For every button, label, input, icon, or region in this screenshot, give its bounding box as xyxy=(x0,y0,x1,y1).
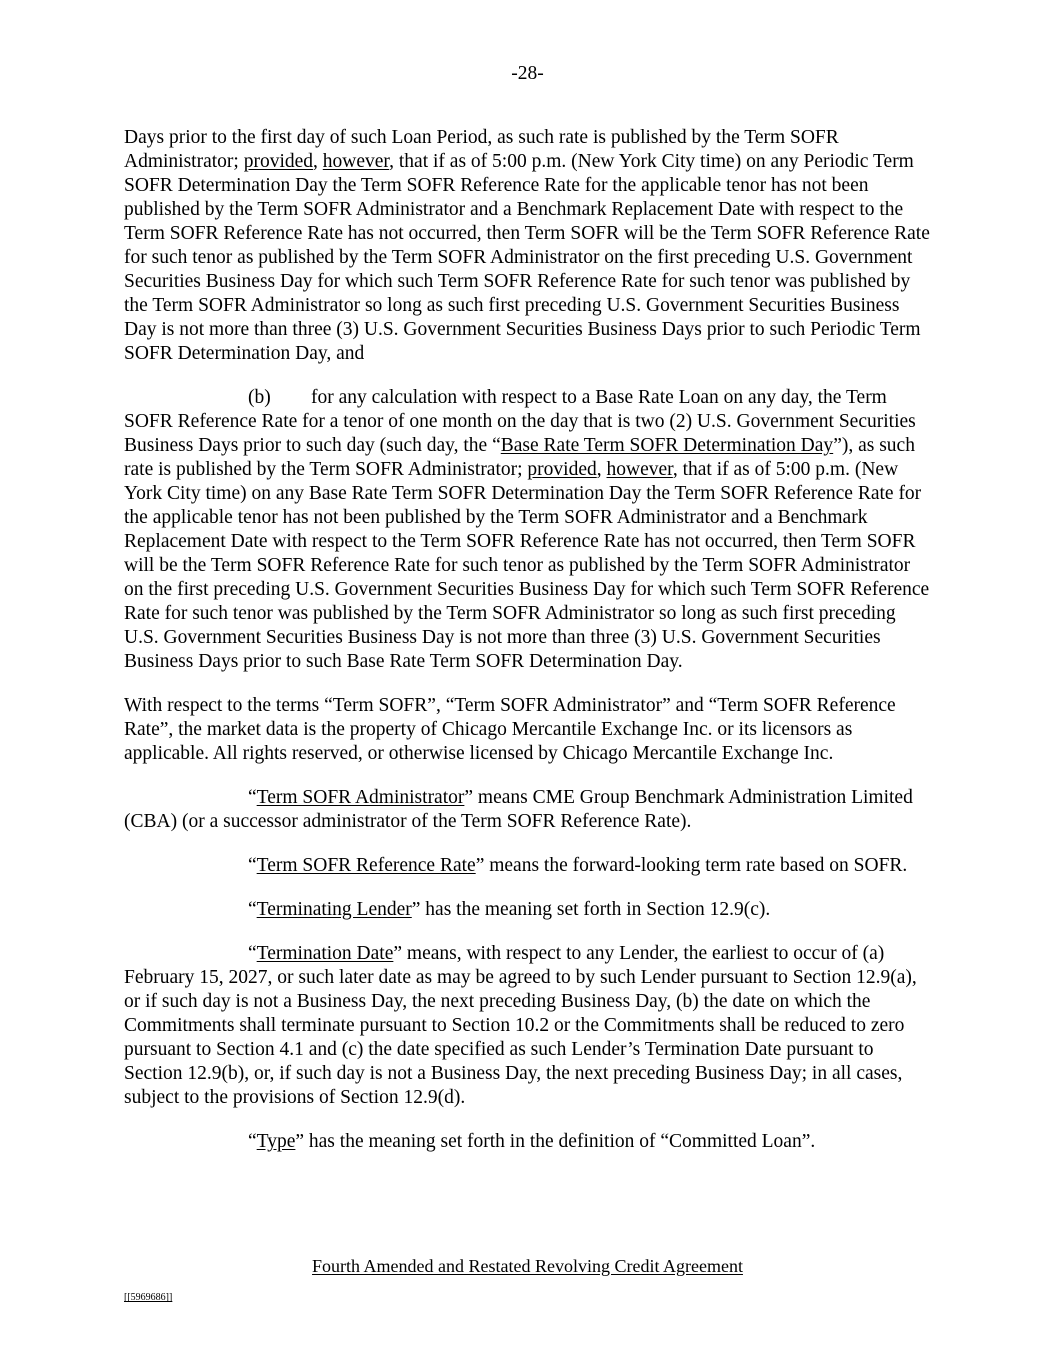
definition-text: ” means the forward-looking term rate based on SOFR. xyxy=(475,855,908,876)
definition-text: ” has the meaning set forth in the definition of “Committed Loan”. xyxy=(295,1131,816,1152)
footer-title-text: Fourth Amended and Restated Revolving Credit Agreement xyxy=(312,1256,743,1276)
paragraph-continuation xyxy=(124,126,934,366)
clause-b xyxy=(124,386,934,674)
open-quote: “ xyxy=(248,787,257,808)
defined-term: Type xyxy=(256,1131,296,1152)
defined-term: Base Rate Term SOFR Determination Day xyxy=(500,435,834,456)
open-quote: “ xyxy=(248,899,257,920)
emphasis-however: however xyxy=(322,151,390,172)
definition-termination-date xyxy=(124,942,934,1110)
emphasis-however: however xyxy=(606,459,673,480)
cme-notice: With respect to the terms “Term SOFR”, “Term SOFR Administrator” and “Term SOFR Reference Rate”, the market data is the property of Chicago Mercantile Exchange Inc. or its licensors as applicable. All rights reserved, or otherwise licensed by Chicago Mercantile Exchange Inc. xyxy=(124,695,896,764)
document-id: [[5969686]] xyxy=(124,1292,173,1303)
text-run: , that if as of 5:00 p.m. (New York City time) on any Periodic Term SOFR Determination Day the Term SOFR Reference Rate for the applicable tenor has not been published by the Term SOFR Administrator and a Benchmark Replacement Date with respect to the Term SOFR Reference Rate has not occurred, then Term SOFR will be the Term SOFR Reference Rate for such tenor as published by the Term SOFR Administrator on the first preceding U.S. Government Securities Business Day for which such Term SOFR Reference Rate for such tenor was published by the Term SOFR Administrator so long as such first preceding U.S. Government Securities Business Day is not more than three (3) U.S. Government Securities Business Days prior to such Periodic Term SOFR Determination Day, and xyxy=(124,151,930,364)
open-quote: “ xyxy=(248,943,257,964)
text-run: , xyxy=(596,459,607,480)
defined-term: Term SOFR Reference Rate xyxy=(256,855,476,876)
open-quote: “ xyxy=(248,1131,257,1152)
open-quote: “ xyxy=(248,855,257,876)
definition-text: ” means, with respect to any Lender, the earliest to occur of (a) February 15, 2027, or such later date as may be agreed to by such Lender pursuant to Section 12.9(a), or if such day is not a Business Day, the next preceding Business Day, (b) the date on which the Commitments shall terminate pursuant to Section 10.2 or the Commitments shall be reduced to zero pursuant to Section 4.1 and (c) the date specified as such Lender’s Termination Date pursuant to Section 12.9(b), or, if such day is not a Business Day, the next preceding Business Day; in all cases, subject to the provisions of Section 12.9(d). xyxy=(124,943,917,1108)
text-run: , that if as of 5:00 p.m. (New York City time) on any Base Rate Term SOFR Determination Day the Term SOFR Reference Rate for the applicable tenor has not been published by the Term SOFR Administrator and a Benchmark Replacement Date with respect to the Term SOFR Reference Rate has not occurred, then Term SOFR will be the Term SOFR Reference Rate for such tenor as published by the Term SOFR Administrator on the first preceding U.S. Government Securities Business Day for which such Term SOFR Reference Rate for such tenor was published by the Term SOFR Administrator so long as such first preceding U.S. Government Securities Business Day is not more than three (3) U.S. Government Securities Business Days prior to such Base Rate Term SOFR Determination Day. xyxy=(124,459,930,672)
definition-type xyxy=(124,1130,934,1154)
text-run: ”), as such rate is published by the Term SOFR Administrator; xyxy=(124,435,915,480)
definition-term-sofr-administrator xyxy=(124,786,934,834)
emphasis-provided: provided xyxy=(527,459,597,480)
emphasis-provided: provided xyxy=(243,151,314,172)
defined-term: Termination Date xyxy=(256,943,394,964)
defined-term: Terminating Lender xyxy=(256,899,412,920)
clause-label: (b) xyxy=(248,387,271,408)
text-run: for any calculation with respect to a Base Rate Loan on any day, the Term SOFR Reference Rate for a tenor of one month on the day that is two (2) U.S. Government Securities Business Days prior to such day (such day, the “ xyxy=(124,387,916,456)
page-number: -28- xyxy=(511,63,544,84)
definition-text: ” means CME Group Benchmark Administration Limited (CBA) (or a successor administrator of the Term SOFR Reference Rate). xyxy=(124,787,913,832)
definition-term-sofr-reference-rate xyxy=(124,854,934,878)
document-body xyxy=(124,126,934,1174)
definition-text: ” has the meaning set forth in Section 12.9(c). xyxy=(411,899,771,920)
definition-terminating-lender xyxy=(124,898,934,922)
text-run: , xyxy=(313,151,323,172)
text-run: Days prior to the first day of such Loan Period, as such rate is published by the Term SOFR Administrator; xyxy=(124,127,839,172)
footer-title xyxy=(0,1254,1055,1278)
defined-term: Term SOFR Administrator xyxy=(256,787,465,808)
